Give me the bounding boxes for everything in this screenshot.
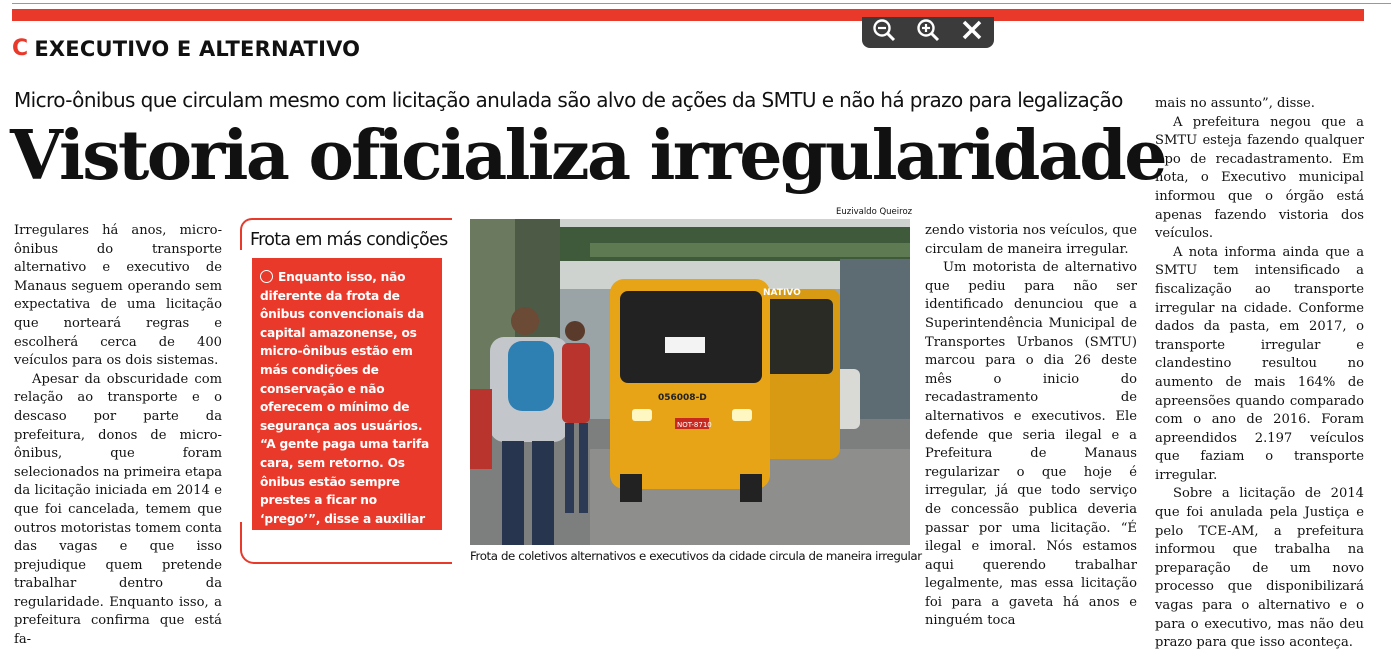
bus-plate: NOT-8710	[677, 421, 712, 429]
section-color-bar	[12, 9, 1364, 21]
paragraph: Irregulares há anos, micro-ônibus do transporte alternativo e executivo de Manaus seguem operando sem expectativa de uma licitação que norteará regras e escolherá cerca de 400 veículos para os dois sistemas.	[14, 223, 222, 369]
photo-caption: Frota de coletivos alternativos e executivos da cidade circula de maneira irregular	[470, 549, 922, 563]
section-title: EXECUTIVO E ALTERNATIVO	[34, 36, 361, 61]
paragraph: Sobre a licitação de 2014 que foi anulada pela Justiça e pelo TCE-AM, a prefeitura informou que trabalha na preparação de um novo processo que disponibilizará vagas para o alternativo e o para o executivo, mas não deu prazo para que isso aconteça.	[1155, 486, 1364, 651]
sidebar-box	[240, 218, 452, 564]
paragraph: Um motorista de alternativo que pediu para não ser identificado denunciou que a Superintendência Municipal de Transportes Urbanos (SMTU) marcou para o dia 26 deste mês o inicio do recadastramento de alternativos e executivos. Ele defende que seria ilegal e a Prefeitura de Manaus regularizar o que hoje é irregular, já que todo serviço de concessão publica deveria passar por uma licitação. “É ilegal e imoral. Nós estamos aqui querendo trabalhar legalmente, mas essa licitação foi para a gaveta há anos e ninguém toca	[925, 260, 1137, 629]
article-subtitle: Micro-ônibus que circulam mesmo com licitação anulada são alvo de ações da SMTU e não há prazo para legalização	[14, 88, 1123, 112]
article-headline: Vistoria oficializa irregularidade	[10, 116, 1165, 196]
article-photo	[470, 219, 910, 545]
bus-banner: NATIVO	[763, 288, 801, 298]
paragraph: A nota informa ainda que a SMTU tem intensificado a fiscalização ao transporte irregular na cidade. Conforme dados da pasta, em 2017, o transporte irregular e clandestino resultou no aumento de mais 164% de apreensões quando comparado com o ano de 2016. Foram apreendidos 2.197 veículos que faziam o transporte irregular.	[1155, 244, 1364, 483]
article-column-3	[925, 222, 1137, 631]
paragraph: mais no assunto”, disse.	[1155, 96, 1315, 111]
sidebar-box-body	[252, 258, 442, 563]
article-column-1	[14, 222, 222, 650]
article-column-4	[1155, 95, 1364, 653]
sidebar-box-text: Enquanto isso, não diferente da frota de ônibus convencionais da capital amazonense, os micro-ônibus estão em más condições de conservação e não oferecem o mínimo de segurança aos usuários. “A gente paga uma tarifa cara, sem retorno. Os ônibus estão sempre prestes a ficar no ‘prego’”, disse a auxiliar de escritório Rosangela de Almeida, 45.	[260, 270, 430, 563]
paragraph: Apesar da obscuridade com relação ao transporte e o descaso por parte da prefeitura, donos de micro-ônibus, que foram selecionados na primeira etapa da licitação iniciada em 2014 e que foi cancelada, temem que outros motoristas tomem conta das vagas e que isso prejudique quem pretende trabalhar dentro da regularidade. Enquanto isso, a prefeitura confirma que está fa-	[14, 371, 223, 648]
viewer-toolbar	[862, 17, 994, 48]
close-icon[interactable]	[957, 18, 987, 48]
globe-icon	[260, 270, 273, 283]
zoom-in-icon[interactable]	[913, 17, 943, 49]
bus-front-number: 056008-D	[658, 393, 707, 403]
section-header	[12, 36, 360, 61]
section-logo-icon: C	[12, 36, 29, 61]
top-rule	[12, 3, 1391, 4]
sidebar-box-title: Frota em más condições	[250, 230, 448, 250]
photo-credit: Euzivaldo Queiroz	[836, 207, 913, 217]
zoom-out-icon[interactable]	[869, 17, 899, 49]
box-frame-bottom	[240, 522, 452, 564]
paragraph: A prefeitura negou que a SMTU esteja fazendo qualquer tipo de recadastramento. Em nota, o Executivo municipal informou que o órgão está apenas fazendo vistoria dos veículos.	[1155, 114, 1364, 242]
paragraph: zendo vistoria nos veículos, que circulam de maneira irregular.	[925, 223, 1137, 257]
